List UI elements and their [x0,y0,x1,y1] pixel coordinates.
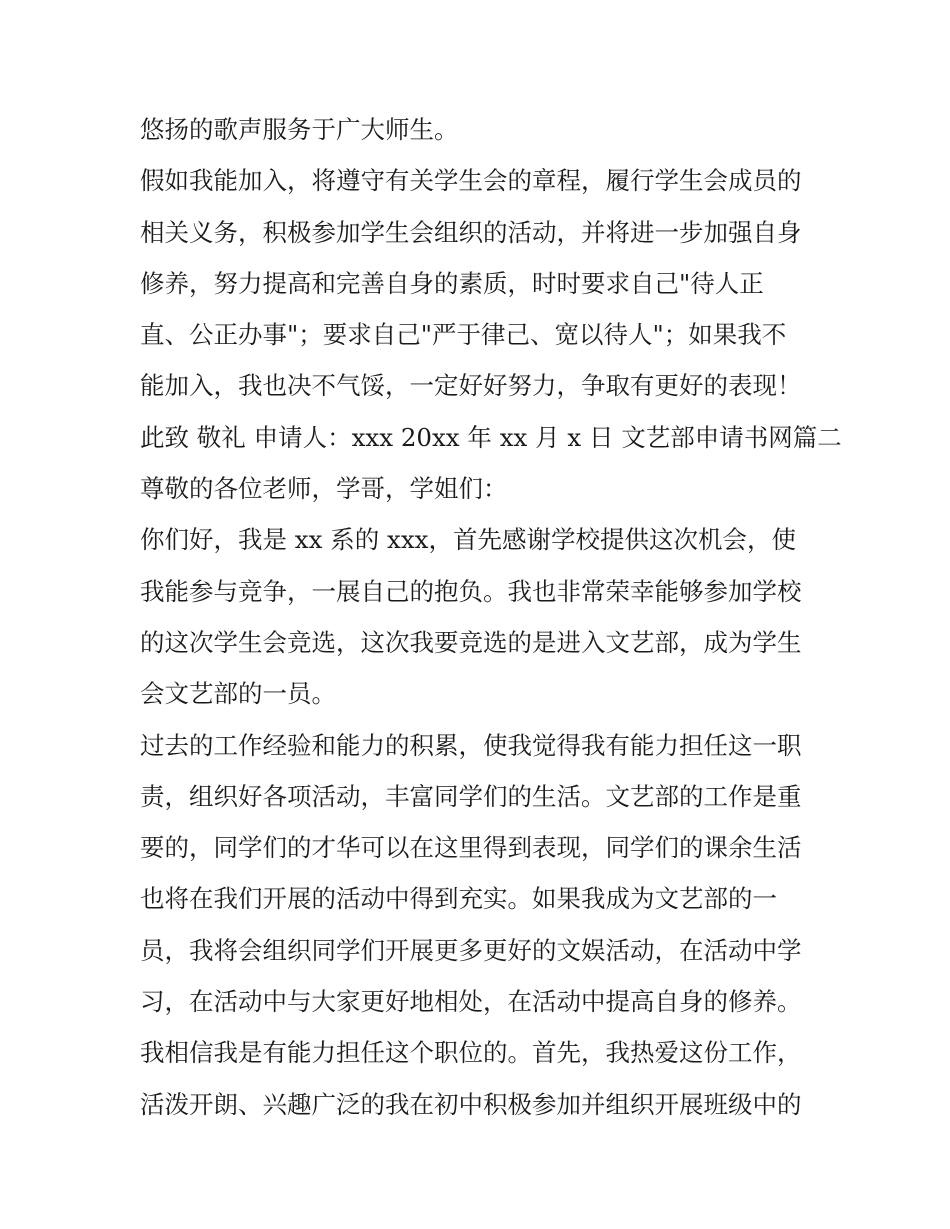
text-line: 悠扬的歌声服务于广大师生。 [140,115,459,144]
text-line: 我能参与竞争，一展自己的抱负。我也非常荣幸能够参加学校 [140,576,802,606]
text-line: 过去的工作经验和能力的积累，使我觉得我有能力担任这一职 [140,730,802,760]
text-line: 能加入，我也决不气馁，一定好好努力，争取有更好的表现！ [140,371,802,401]
text-line: 员，我将会组织同学们开展更多更好的文娱活动，在活动中学 [140,935,802,965]
text-line: 你们好，我是 xx 系的 xxx，首先感谢学校提供这次机会，使 [140,525,796,555]
text-line: 我相信我是有能力担任这个职位的。首先，我热爱这份工作， [140,1038,802,1068]
text-line: 尊敬的各位老师，学哥，学姐们： [140,474,508,504]
text-line: 会文艺部的一员。 [140,679,336,709]
text-line: 直、公正办事"；要求自己"严于律己、宽以待人"；如果我不 [140,320,787,350]
text-line: 责，组织好各项活动，丰富同学们的生活。文艺部的工作是重 [140,781,802,811]
document-body [140,104,842,1130]
text-line: 修养，努力提高和完善自身的素质，时时要求自己"待人正 [140,268,764,298]
text-line: 的这次学生会竞选，这次我要竞选的是进入文艺部，成为学生 [140,627,802,657]
text-line: 此致 敬礼 申请人：xxx 20xx 年 xx 月 x 日 文艺部申请书网篇二 [140,422,842,452]
text-line: 习，在活动中与大家更好地相处，在活动中提高自身的修养。 [140,987,802,1017]
text-line: 假如我能加入，将遵守有关学生会的章程，履行学生会成员的 [140,166,802,196]
text-line: 也将在我们开展的活动中得到充实。如果我成为文艺部的一 [140,884,777,914]
text-line: 相关义务，积极参加学生会组织的活动，并将进一步加强自身 [140,217,802,247]
text-line: 要的，同学们的才华可以在这里得到表现，同学们的课余生活 [140,833,802,863]
text-line: 活泼开朗、兴趣广泛的我在初中积极参加并组织开展班级中的 [140,1089,802,1119]
